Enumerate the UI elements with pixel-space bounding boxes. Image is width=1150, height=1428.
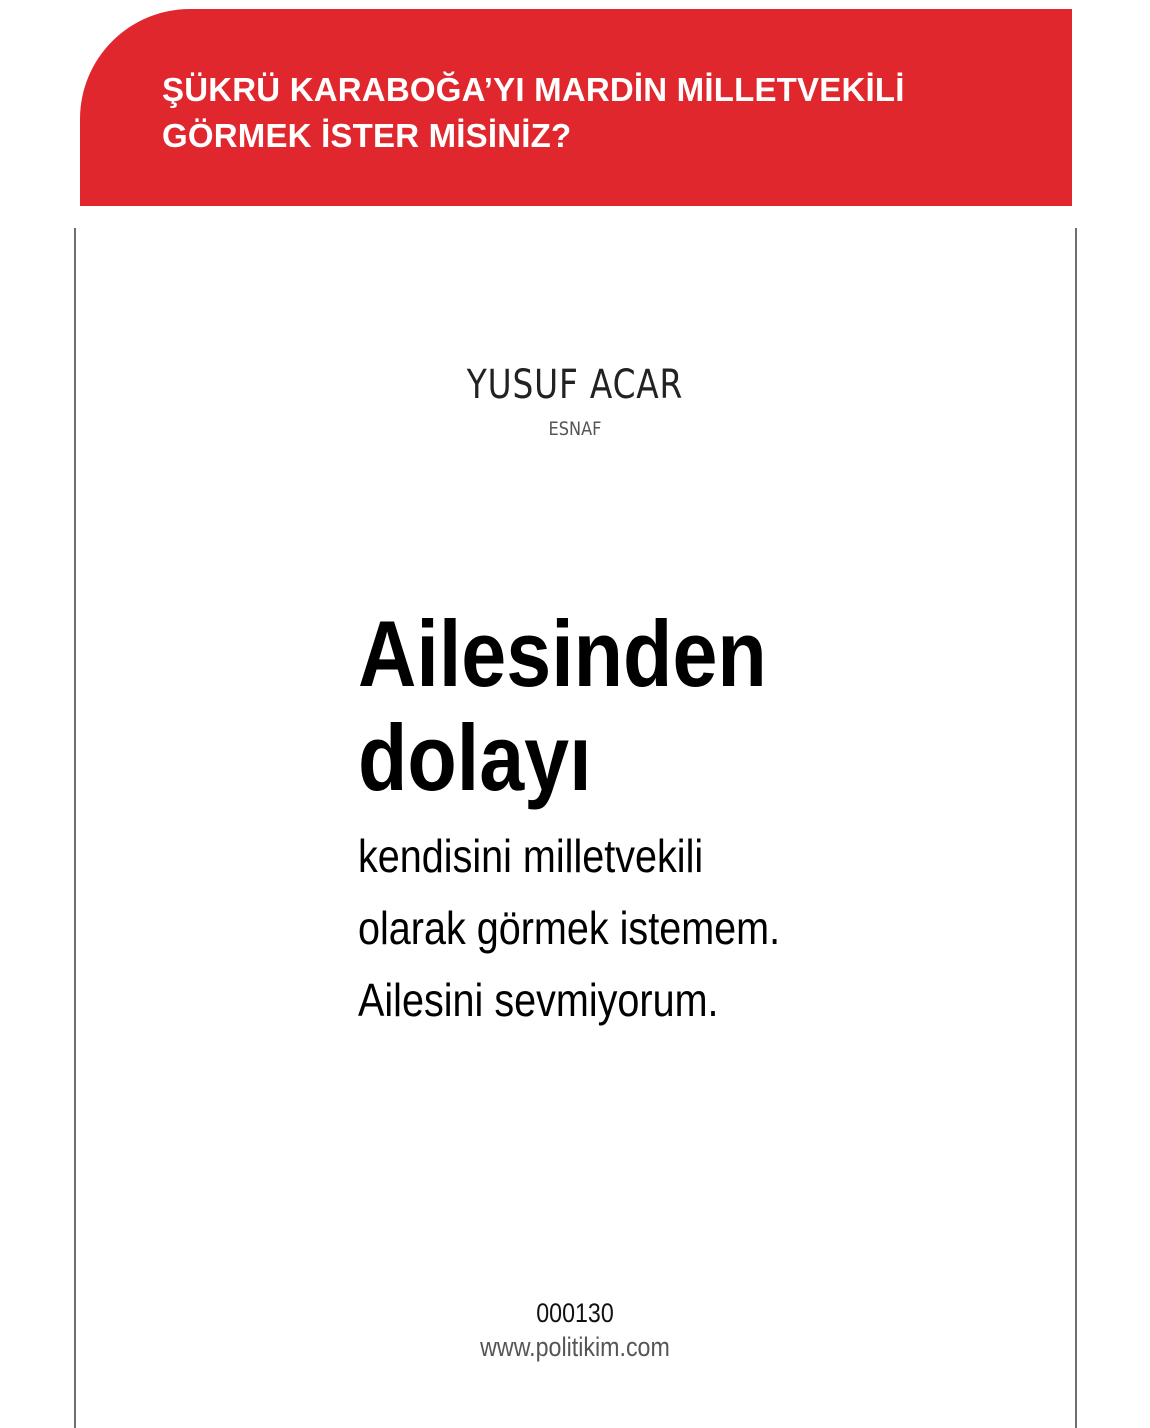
quote-headline-line-2: dolayı bbox=[358, 705, 592, 810]
left-border-line bbox=[74, 228, 76, 1428]
banner-title-line-1: ŞÜKRÜ KARABOĞA’YI MARDİN MİLLETVEKİLİ bbox=[162, 71, 905, 108]
quote-body-line-3: Ailesini sevmiyorum. bbox=[358, 974, 719, 1026]
quote-body bbox=[358, 820, 960, 1036]
banner-title-line-2: GÖRMEK İSTER MİSİNİZ? bbox=[162, 117, 572, 154]
banner-title bbox=[162, 67, 1072, 159]
quote-body-line-2: olarak görmek istemem. bbox=[358, 902, 781, 954]
quote-body-line-1: kendisini milletvekili bbox=[358, 830, 704, 882]
footer-code: 000130 bbox=[536, 1298, 614, 1328]
right-border-line bbox=[1075, 228, 1077, 1428]
quote-headline-line-1: Ailesinden bbox=[358, 601, 767, 706]
quote-headline bbox=[358, 602, 960, 810]
quote-block bbox=[358, 602, 1058, 1036]
person-role: ESNAF bbox=[548, 418, 602, 440]
footer-url: www.politikim.com bbox=[480, 1332, 670, 1362]
person-name: YUSUF ACAR bbox=[466, 362, 684, 408]
header-banner bbox=[80, 9, 1072, 206]
